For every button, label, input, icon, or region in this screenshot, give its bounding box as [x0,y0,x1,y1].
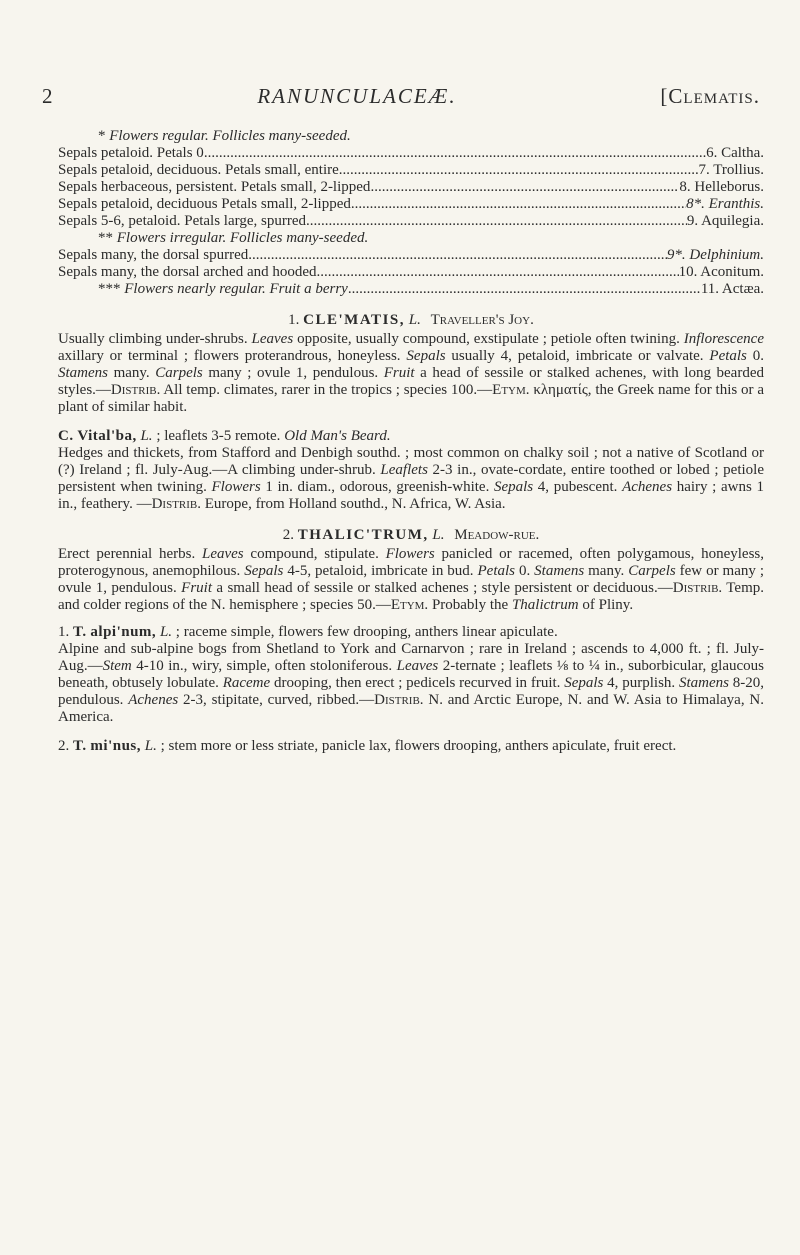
key-row: Sepals petaloid. Petals 0 ..... 6. Caltha. [58,145,764,162]
species-heading: 1. T. alpi'num, L. ; raceme simple, flowers few drooping, anthers linear apiculate. [58,624,558,640]
key-row: Sepals many, the dorsal arched and hooded ..... 10. Aconitum. [58,264,764,281]
species-heading: 2. T. mi'nus, L. ; stem more or less striate, panicle lax, flowers drooping, anthers apiculate, fruit erect. [58,738,677,754]
key-row: *** Flowers nearly regular. Fruit a berry ..... 11. Actæa. [58,281,764,298]
key-row: Sepals petaloid, deciduous Petals small, 2-lipped ..... 8*. Eranthis. [58,196,764,213]
key-row: Sepals 5-6, petaloid. Petals large, spurred ..... 9. Aquilegia. [58,213,764,230]
family-title: RANUNCULACEÆ. [257,84,457,108]
page-content [58,128,764,755]
genus-heading: 1. CLE'MATIS, L. Traveller's Joy. [288,312,534,328]
species-description: Alpine and sub-alpine bogs from Shetland to York and Carnarvon ; rare in Ireland ; ascends to 4,000 ft. ; fl. July-Aug.—Stem 4-10 in., wiry, simple, often stoloniferous. Leaves 2-ternate ; leaflets ⅛ to ¼ in., suborbicular, glaucous beneath, obtusely lobulate. Raceme drooping, then erect ; pedicels recurved in fruit. Sepals 4, purplish. Stamens 8-20, pendulous. Achenes 2-3, stipitate, curved, ribbed.—Distrib. N. and Arctic Europe, N. and W. Asia to Himalaya, N. America. [58,641,765,725]
key-heading: ** Flowers irregular. Follicles many-seeded. [98,230,369,246]
genus-description: Usually climbing under-shrubs. Leaves opposite, usually compound, exstipulate ; petiole often twining. Inflorescence axillary or terminal ; flowers proterandrous, honeyless. Sepals usually 4, petaloid, imbricate or valvate. Petals 0. Stamens many. Carpels many ; ovule 1, pendulous. Fruit a head of sessile or stalked achenes, with long bearded styles.—Distrib. All temp. climates, rarer in the tropics ; species 100.—Etym. κληματίς, the Greek name for this or a plant of similar habit. [58,331,765,415]
genus-description: Erect perennial herbs. Leaves compound, stipulate. Flowers panicled or racemed, often polygamous, honeyless, proterogynous, anemophilous. Sepals 4-5, petaloid, imbricate in bud. Petals 0. Stamens many. Carpels few or many ; ovule 1, pendulous. Fruit a small head of sessile or stalked achenes ; style persistent or deciduous.—Distrib. Temp. and colder regions of the N. hemisphere ; species 50.—Etym. Probably the Thalictrum of Pliny. [58,546,765,613]
key-row: Sepals many, the dorsal spurred ..... 9*. Delphinium. [58,247,764,264]
running-header [42,84,760,109]
key-row: Sepals petaloid, deciduous. Petals small, entire ..... 7. Trollius. [58,162,764,179]
key-heading: * Flowers regular. Follicles many-seeded. [98,128,351,144]
genera-key [58,128,764,298]
species-heading: C. Vital'ba, L. ; leaflets 3-5 remote. Old Man's Beard. [58,428,391,444]
key-row: Sepals herbaceous, persistent. Petals small, 2-lipped ..... 8. Helleborus. [58,179,764,196]
page-number: 2 [42,84,54,108]
genus-heading: 2. THALIC'TRUM, L. Meadow-rue. [282,527,540,543]
genus-running-title: [Clematis. [660,84,760,108]
species-description: Hedges and thickets, from Stafford and Denbigh southd. ; most common on chalky soil ; not a native of Scotland or (?) Ireland ; fl. July-Aug.—A climbing under-shrub. Leaflets 2-3 in., ovate-cordate, entire toothed or lobed ; petiole persistent when twining. Flowers 1 in. diam., odorous, greenish-white. Sepals 4, pubescent. Achenes hairy ; awns 1 in., feathery. —Distrib. Europe, from Holland southd., N. Africa, W. Asia. [58,445,764,512]
